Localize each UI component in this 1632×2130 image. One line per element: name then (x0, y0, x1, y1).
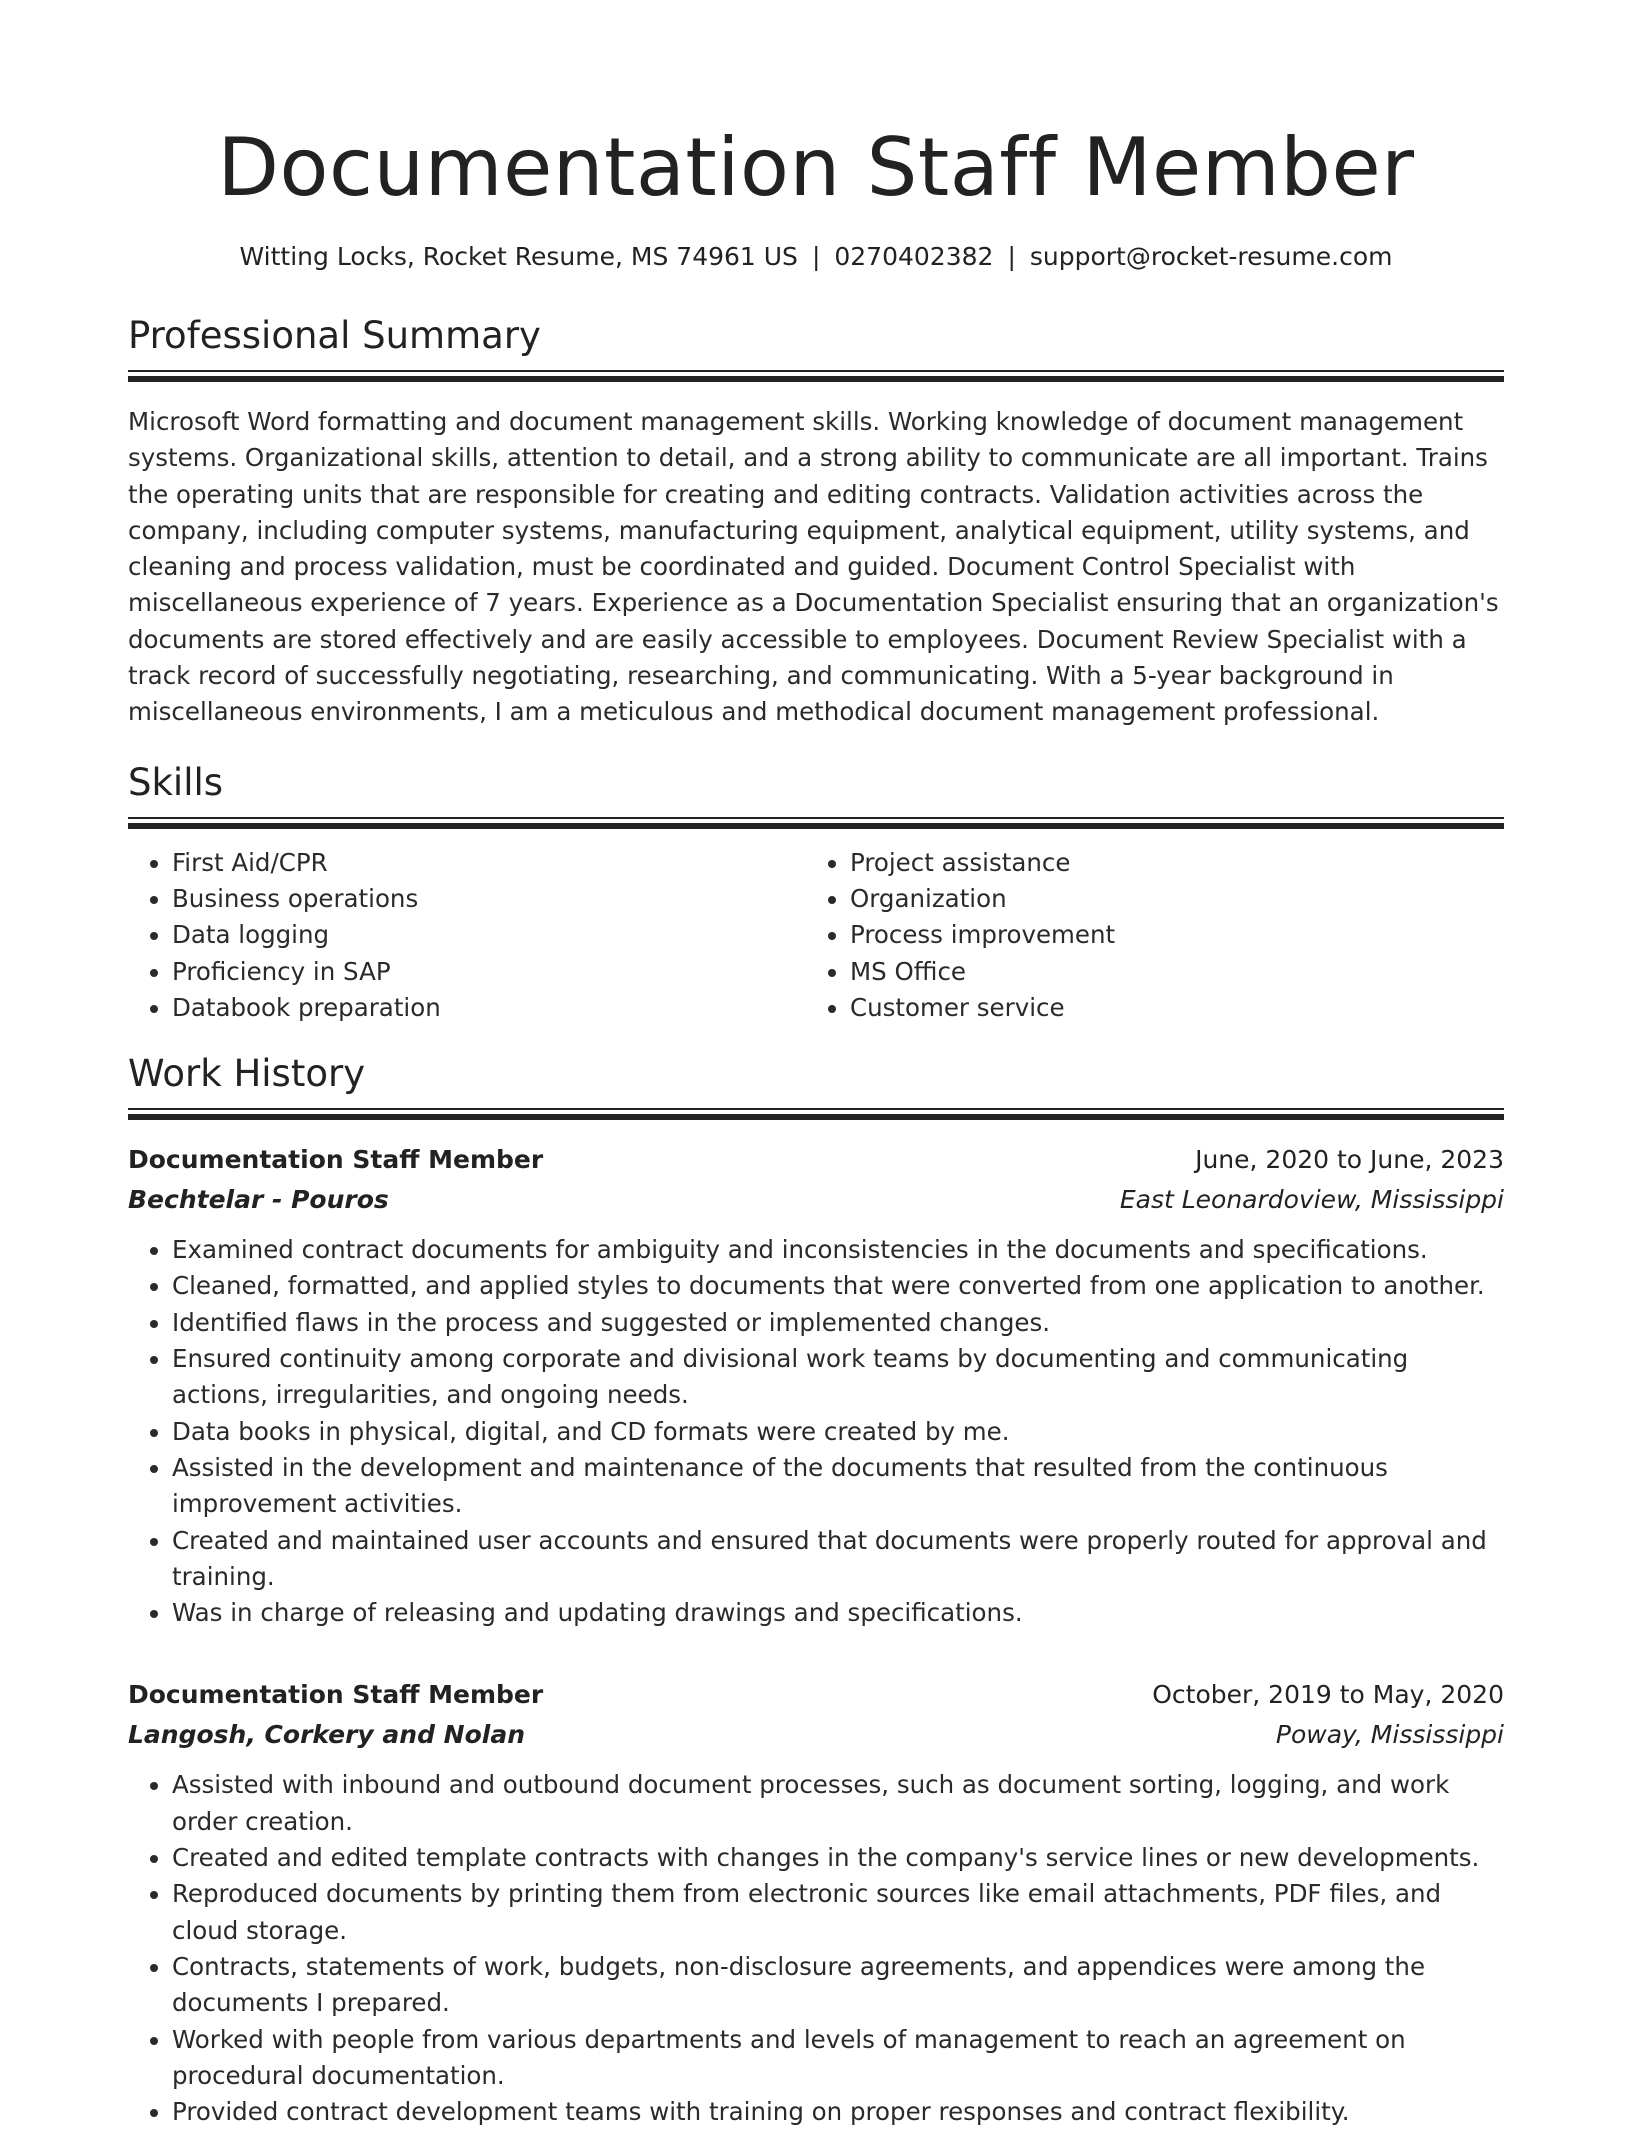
job-company: Langosh, Corkery and Nolan (128, 1720, 526, 1750)
job-bullet: • Identified flaws in the process and suggested or implemented changes. (172, 1305, 1504, 1341)
job-dates: June, 2020 to June, 2023 (1195, 1145, 1504, 1175)
job-bullet: • Ensured continuity among corporate and divisional work teams by documenting and communicating actions, irregularities, and ongoing needs. (172, 1341, 1504, 1414)
job-dates: October, 2019 to May, 2020 (1152, 1680, 1504, 1710)
job-bullets (128, 1232, 1504, 1631)
skills-column-right (806, 845, 1484, 1026)
contact-address: Witting Locks, Rocket Resume, MS 74961 US (239, 242, 798, 271)
job-bullet: • Provided contract development teams with training on proper responses and contract flexibility. (172, 2094, 1504, 2130)
section-title-work-history: Work History (128, 1052, 366, 1096)
job-bullet: • Reproduced documents by printing them from electronic sources like email attachments, PDF files, and cloud storage. (172, 1876, 1504, 1949)
job-subheader (128, 1715, 1504, 1755)
resume-name: Documentation Staff Member (217, 121, 1415, 214)
job-bullet: • Assisted in the development and maintenance of the documents that resulted from the continuous improvement activities. (172, 1450, 1504, 1523)
job-location: East Leonardoview, Mississippi (1119, 1185, 1504, 1215)
skill-item: • Data logging (172, 917, 806, 953)
job-bullet: • Data books in physical, digital, and CD formats were created by me. (172, 1414, 1504, 1450)
section-divider (128, 370, 1504, 382)
job-bullet: • Assisted with inbound and outbound document processes, such as document sorting, logging, and work order creation. (172, 1767, 1504, 1840)
section-title-summary: Professional Summary (128, 314, 541, 357)
skills-list (128, 845, 1504, 1026)
job-entry (128, 1675, 1504, 2130)
job-bullet: • Created and edited template contracts with changes in the company's service lines or new developments. (172, 1840, 1504, 1876)
job-bullet: • Created and maintained user accounts and ensured that documents were properly routed for approval and training. (172, 1523, 1504, 1596)
job-bullet: • Examined contract documents for ambiguity and inconsistencies in the documents and specifications. (172, 1232, 1504, 1268)
resume-page (128, 0, 1504, 2130)
skill-item: • Process improvement (850, 917, 1484, 953)
job-bullet: • Was in charge of releasing and updating drawings and specifications. (172, 1595, 1504, 1631)
skill-item: • Proficiency in SAP (172, 954, 806, 990)
skill-item: • Business operations (172, 881, 806, 917)
section-divider (128, 1108, 1504, 1120)
job-subheader (128, 1180, 1504, 1220)
job-bullet: • Cleaned, formatted, and applied styles to documents that were converted from one application to another. (172, 1268, 1504, 1304)
contact-email: support@rocket-resume.com (1029, 242, 1393, 271)
skill-item: • MS Office (850, 954, 1484, 990)
summary-text: Microsoft Word formatting and document management skills. Working knowledge of document management systems. Organizational skills, attention to detail, and a strong ability to communicate are all important. Trains the operating units that are responsible for creating and editing contracts. Validation activities across the company, including computer systems, manufacturing equipment, analytical equipment, utility systems, and cleaning and process validation, must be coordinated and guided. Document Control Specialist with miscellaneous experience of 7 years. Experience as a Documentation Specialist ensuring that an organization's documents are stored effectively and are easily accessible to employees. Document Review Specialist with a track record of successfully negotiating, researching, and communicating. With a 5-year background in miscellaneous environments, I am a meticulous and methodical document management professional. (128, 407, 1499, 727)
contact-separator: | (1007, 242, 1016, 271)
job-entry (128, 1140, 1504, 1631)
job-bullet: • Contracts, statements of work, budgets, non-disclosure agreements, and appendices were among the documents I prepared. (172, 1949, 1504, 2022)
skill-item: • Project assistance (850, 845, 1484, 881)
skill-item: • Databook preparation (172, 990, 806, 1026)
job-header (128, 1675, 1504, 1715)
contact-phone: 0270402382 (834, 242, 994, 271)
section-title-skills: Skills (128, 760, 224, 804)
skill-item: • Customer service (850, 990, 1484, 1026)
job-header (128, 1140, 1504, 1180)
contact-line (128, 240, 1504, 274)
job-bullet: • Worked with people from various departments and levels of management to reach an agreement on procedural documentation. (172, 2022, 1504, 2095)
contact-separator: | (811, 242, 821, 271)
skills-column-left (128, 845, 806, 1026)
skill-item: • First Aid/CPR (172, 845, 806, 881)
skill-item: • Organization (850, 881, 1484, 917)
job-location: Poway, Mississippi (1275, 1720, 1504, 1750)
job-company: Bechtelar - Pouros (128, 1185, 389, 1215)
job-bullets (128, 1767, 1504, 2130)
job-title: Documentation Staff Member (128, 1145, 544, 1175)
section-divider (128, 817, 1504, 829)
job-title: Documentation Staff Member (128, 1680, 544, 1710)
